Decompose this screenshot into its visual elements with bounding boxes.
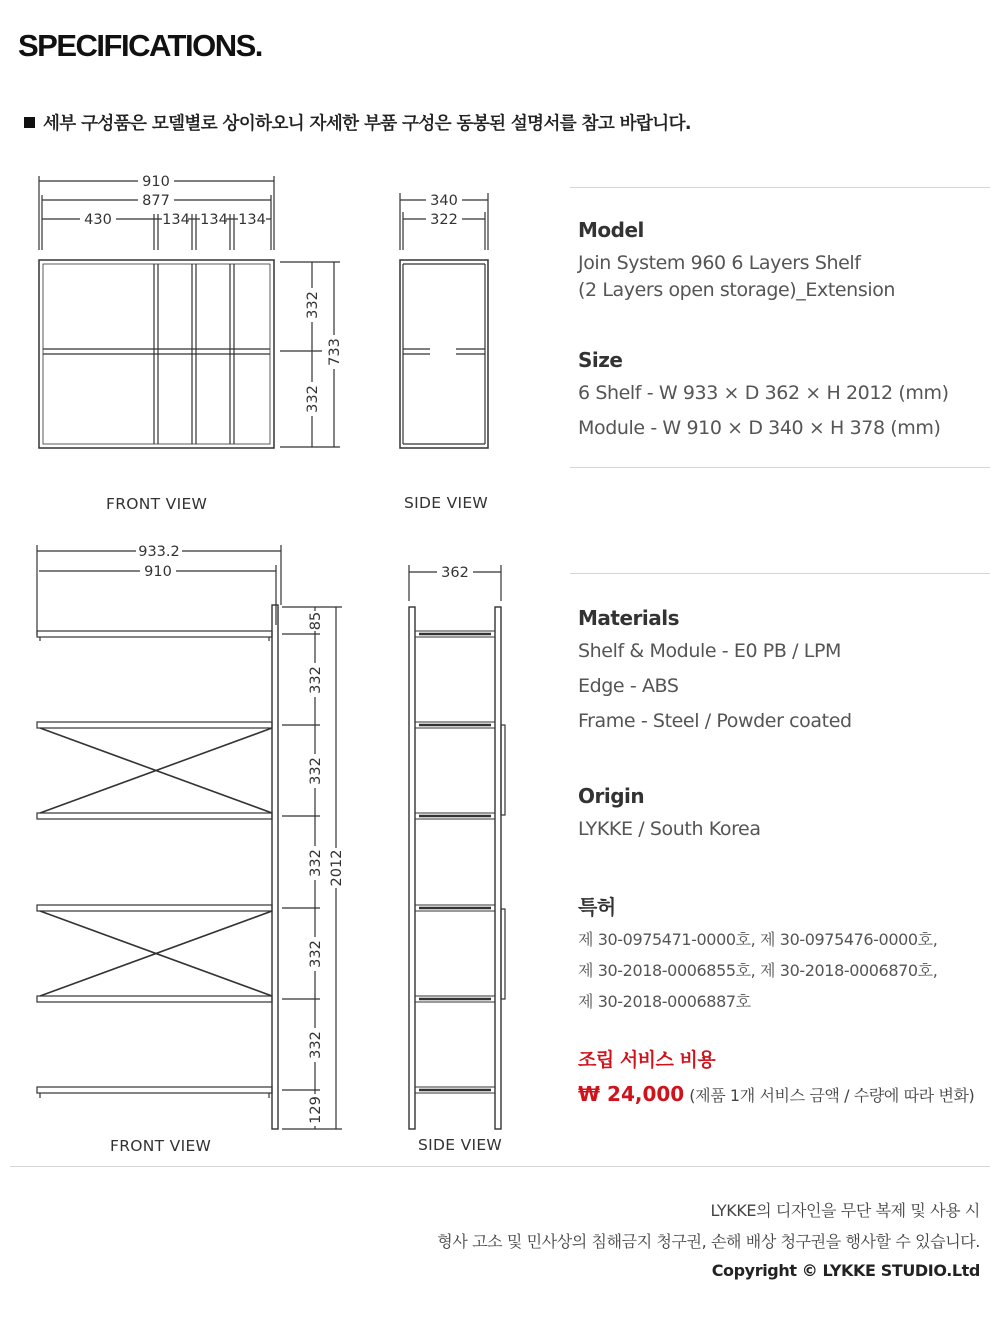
assembly-price: ₩ 24,000 [578, 1082, 685, 1106]
materials-line: Edge - ABS [578, 675, 679, 697]
dim-label: 85 [308, 611, 324, 631]
dim-label: 332 [308, 849, 324, 877]
size-section [578, 348, 988, 442]
patent-section [578, 891, 988, 1017]
dim-label: 134 [238, 212, 266, 228]
divider [570, 467, 990, 468]
model-line: Join System 960 6 Layers Shelf [578, 252, 861, 274]
square-bullet-icon [24, 117, 35, 128]
divider [570, 187, 990, 188]
shelf-side-view-label: SIDE VIEW [418, 1136, 503, 1154]
module-front-view-label: FRONT VIEW [106, 495, 208, 513]
assembly-note: (제품 1개 서비스 금액 / 수량에 따라 변화) [689, 1086, 975, 1105]
notice-text [24, 110, 691, 135]
patent-line: 제 30-0975471-0000호, 제 30-0975476-0000호, [578, 930, 938, 949]
assembly-heading: 조립 서비스 비용 [578, 1049, 716, 1071]
dim-label: 877 [142, 193, 170, 209]
footer-line: LYKKE의 디자인을 무단 복제 및 사용 시 [710, 1201, 980, 1220]
patent-line: 제 30-2018-0006855호, 제 30-2018-0006870호, [578, 961, 938, 980]
dim-label: 340 [430, 193, 458, 209]
dim-label: 430 [84, 212, 112, 228]
copyright: Copyright © LYKKE STUDIO.Ltd [711, 1261, 980, 1280]
module-side-view-drawing [380, 160, 510, 460]
model-heading: Model [578, 218, 644, 242]
dim-label: 134 [200, 212, 228, 228]
origin-line: LYKKE / South Korea [578, 818, 761, 840]
shelf-front-view-drawing [0, 535, 360, 1135]
footer-divider [10, 1166, 990, 1167]
materials-section [578, 606, 988, 735]
dim-label: 129 [308, 1096, 324, 1124]
materials-heading: Materials [578, 606, 679, 630]
dim-label: 362 [441, 565, 469, 581]
dim-label: 134 [162, 212, 190, 228]
divider [570, 573, 990, 574]
dim-label: 332 [308, 940, 324, 968]
dim-label: 332 [308, 757, 324, 785]
dim-label: 2012 [329, 849, 345, 887]
materials-line: Shelf & Module - E0 PB / LPM [578, 640, 842, 662]
dim-label: 332 [308, 1031, 324, 1059]
assembly-price-row [578, 1082, 988, 1106]
dim-label: 933.2 [138, 544, 180, 560]
size-line: Module - W 910 × D 340 × H 378 (mm) [578, 417, 941, 439]
patent-heading: 특허 [578, 895, 616, 919]
notice-label: 세부 구성품은 모델별로 상이하오니 자세한 부품 구성은 동봉된 설명서를 참고 바랍니다. [43, 114, 691, 134]
dim-label: 332 [308, 666, 324, 694]
footer-line: 형사 고소 및 민사상의 침해금지 청구권, 손해 배상 청구권을 행사할 수 있습니다. [437, 1232, 980, 1251]
shelf-front-view-label: FRONT VIEW [110, 1137, 212, 1155]
dim-label: 332 [305, 291, 321, 319]
module-front-view-drawing [0, 160, 360, 460]
size-line: 6 Shelf - W 933 × D 362 × H 2012 (mm) [578, 382, 949, 404]
dim-label: 322 [430, 212, 458, 228]
page-title: SPECIFICATIONS. [18, 28, 262, 63]
dim-label: 910 [144, 564, 172, 580]
dim-label: 733 [327, 338, 343, 366]
model-line: (2 Layers open storage)_Extension [578, 279, 896, 301]
dim-label: 910 [142, 174, 170, 190]
materials-line: Frame - Steel / Powder coated [578, 710, 852, 732]
size-heading: Size [578, 348, 623, 372]
origin-heading: Origin [578, 784, 645, 808]
shelf-side-view-drawing [395, 535, 525, 1135]
patent-line: 제 30-2018-0006887호 [578, 992, 751, 1011]
dim-label: 332 [305, 385, 321, 413]
module-side-view-label: SIDE VIEW [404, 494, 489, 512]
origin-section [578, 784, 988, 843]
assembly-section [578, 1045, 988, 1106]
model-section [578, 218, 988, 304]
